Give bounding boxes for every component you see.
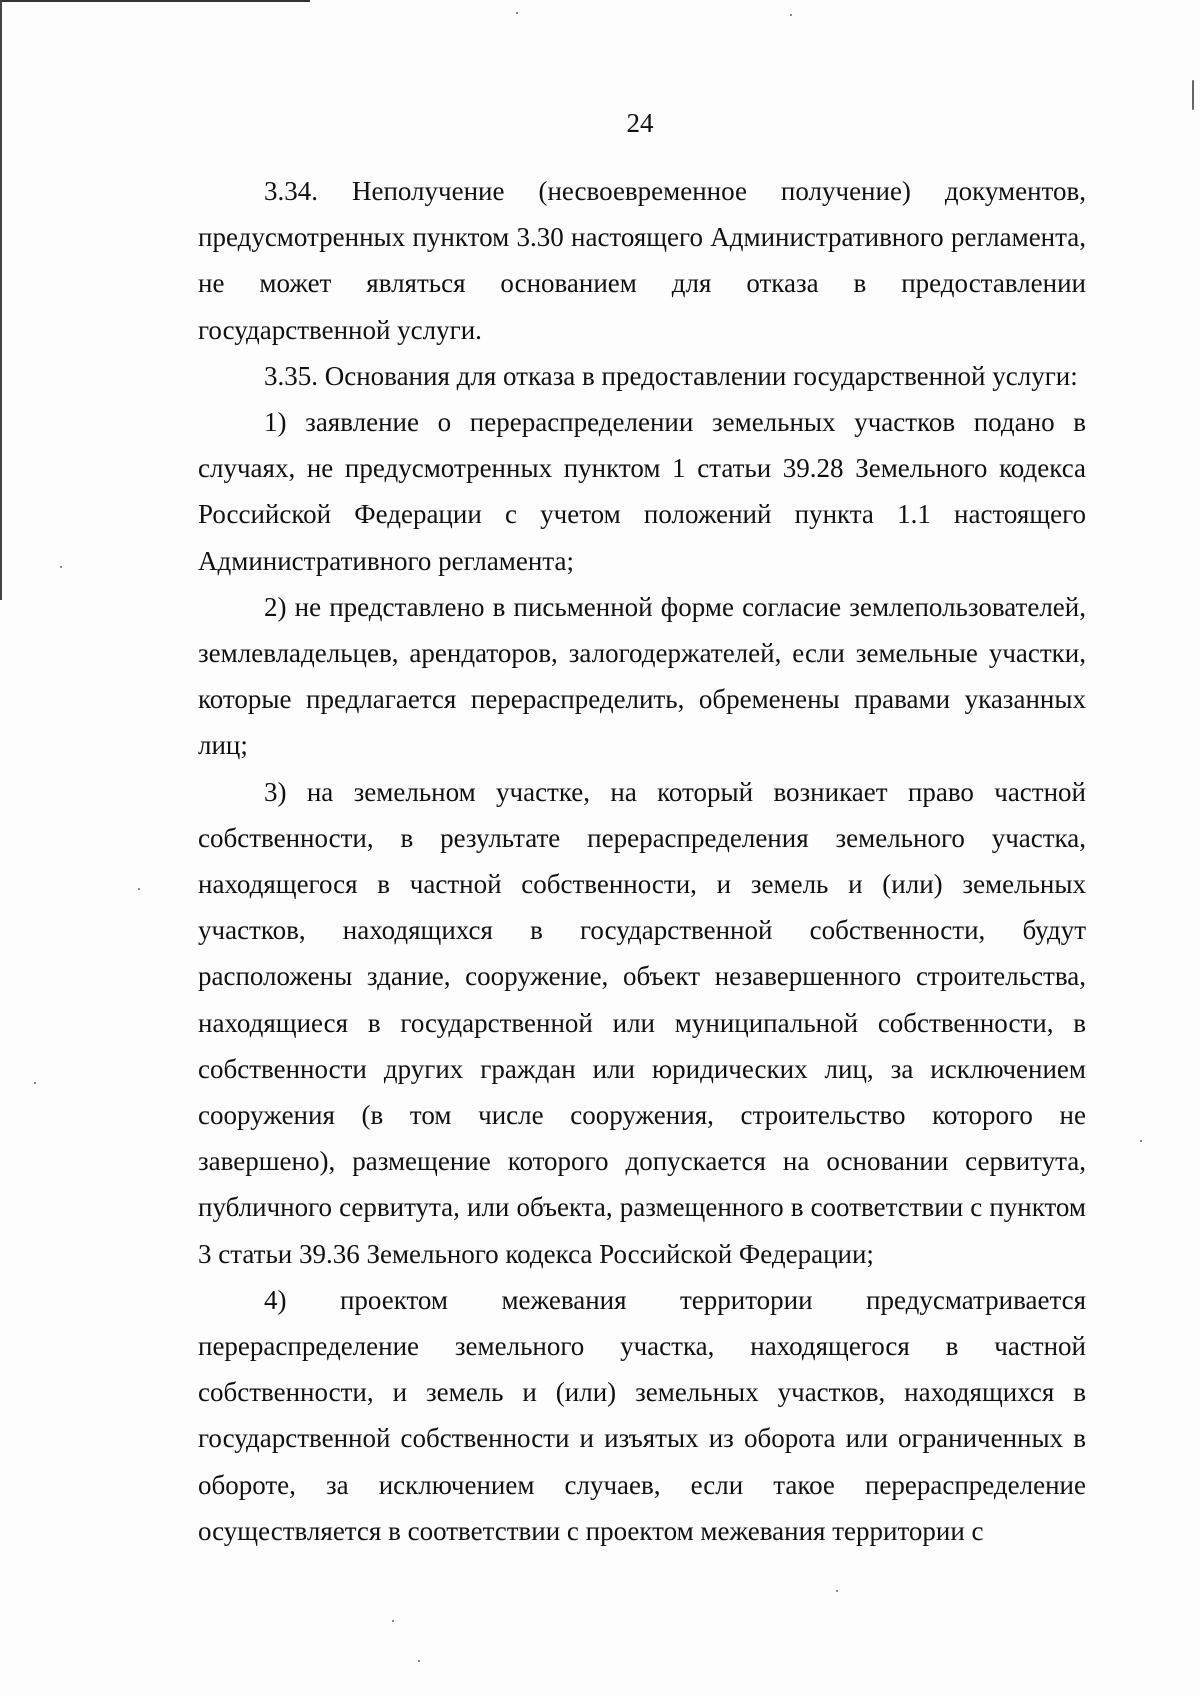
scan-speck [34,1082,36,1084]
scan-speck [392,1620,394,1622]
scan-border-left [0,0,2,600]
scan-speck [418,1660,420,1662]
list-item-2: 2) не представлено в письменной форме согласие землепользователей, землевладельцев, арендаторов, залогодержателей, если земельные участки, которые предлагается перераспределить, обременены правами указанных лиц; [198,591,1086,761]
scan-speck [60,566,62,568]
list-item-3: 3) на земельном участке, на который возникает право частной собственности, в результате перераспределения земельного участка, находящегося в частной собственности, и земель и (или) земельных участков, находящихся в государственной собственности, будут расположены здание, сооружение, объект незавершенного строительства, находящиеся в государственной или муниципальной собственности, в собственности других граждан или юридических лиц, за исключением сооружения (в том числе сооружения, строительство которого не завершено), размещение которого допускается на основании сервитута, публичного сервитута, или объекта, размещенного в соответствии с пунктом 3 статьи 39.36 Земельного кодекса Российской Федерации; [198,776,1086,1269]
scan-speck [1140,1140,1142,1142]
scan-speck [516,12,518,14]
list-item-1: 1) заявление о перераспределении земельных участков подано в случаях, не предусмотренных пунктом 1 статьи 39.28 Земельного кодекса Российской Федерации с учетом положений пункта 1.1 настоящего Административного регламента; [198,407,1086,576]
scan-speck [790,14,792,16]
scan-speck [1192,80,1194,110]
scan-border-top [0,0,310,2]
document-body [198,168,1086,1554]
list-item-4: 4) проектом межевания территории предусматривается перераспределение земельного участка, находящегося в частной собственности, и земель и (или) земельных участков, находящихся в государственной собственности и изъятых из оборота или ограниченных в обороте, за исключением случаев, если такое перераспределение осуществляется в соответствии с проектом межевания территории с [198,1284,1086,1546]
paragraph-3-34: 3.34. Неполучение (несвоевременное получение) документов, предусмотренных пунктом 3.30 настоящего Административного регламента, не может являться основанием для отказа в предоставлении государственной услуги. [198,176,1086,345]
page-number: 24 [626,108,654,138]
scan-speck [138,888,140,890]
paragraph-3-35: 3.35. Основания для отказа в предоставлении государственной услуги: [264,360,1078,391]
scan-speck [836,1590,838,1592]
